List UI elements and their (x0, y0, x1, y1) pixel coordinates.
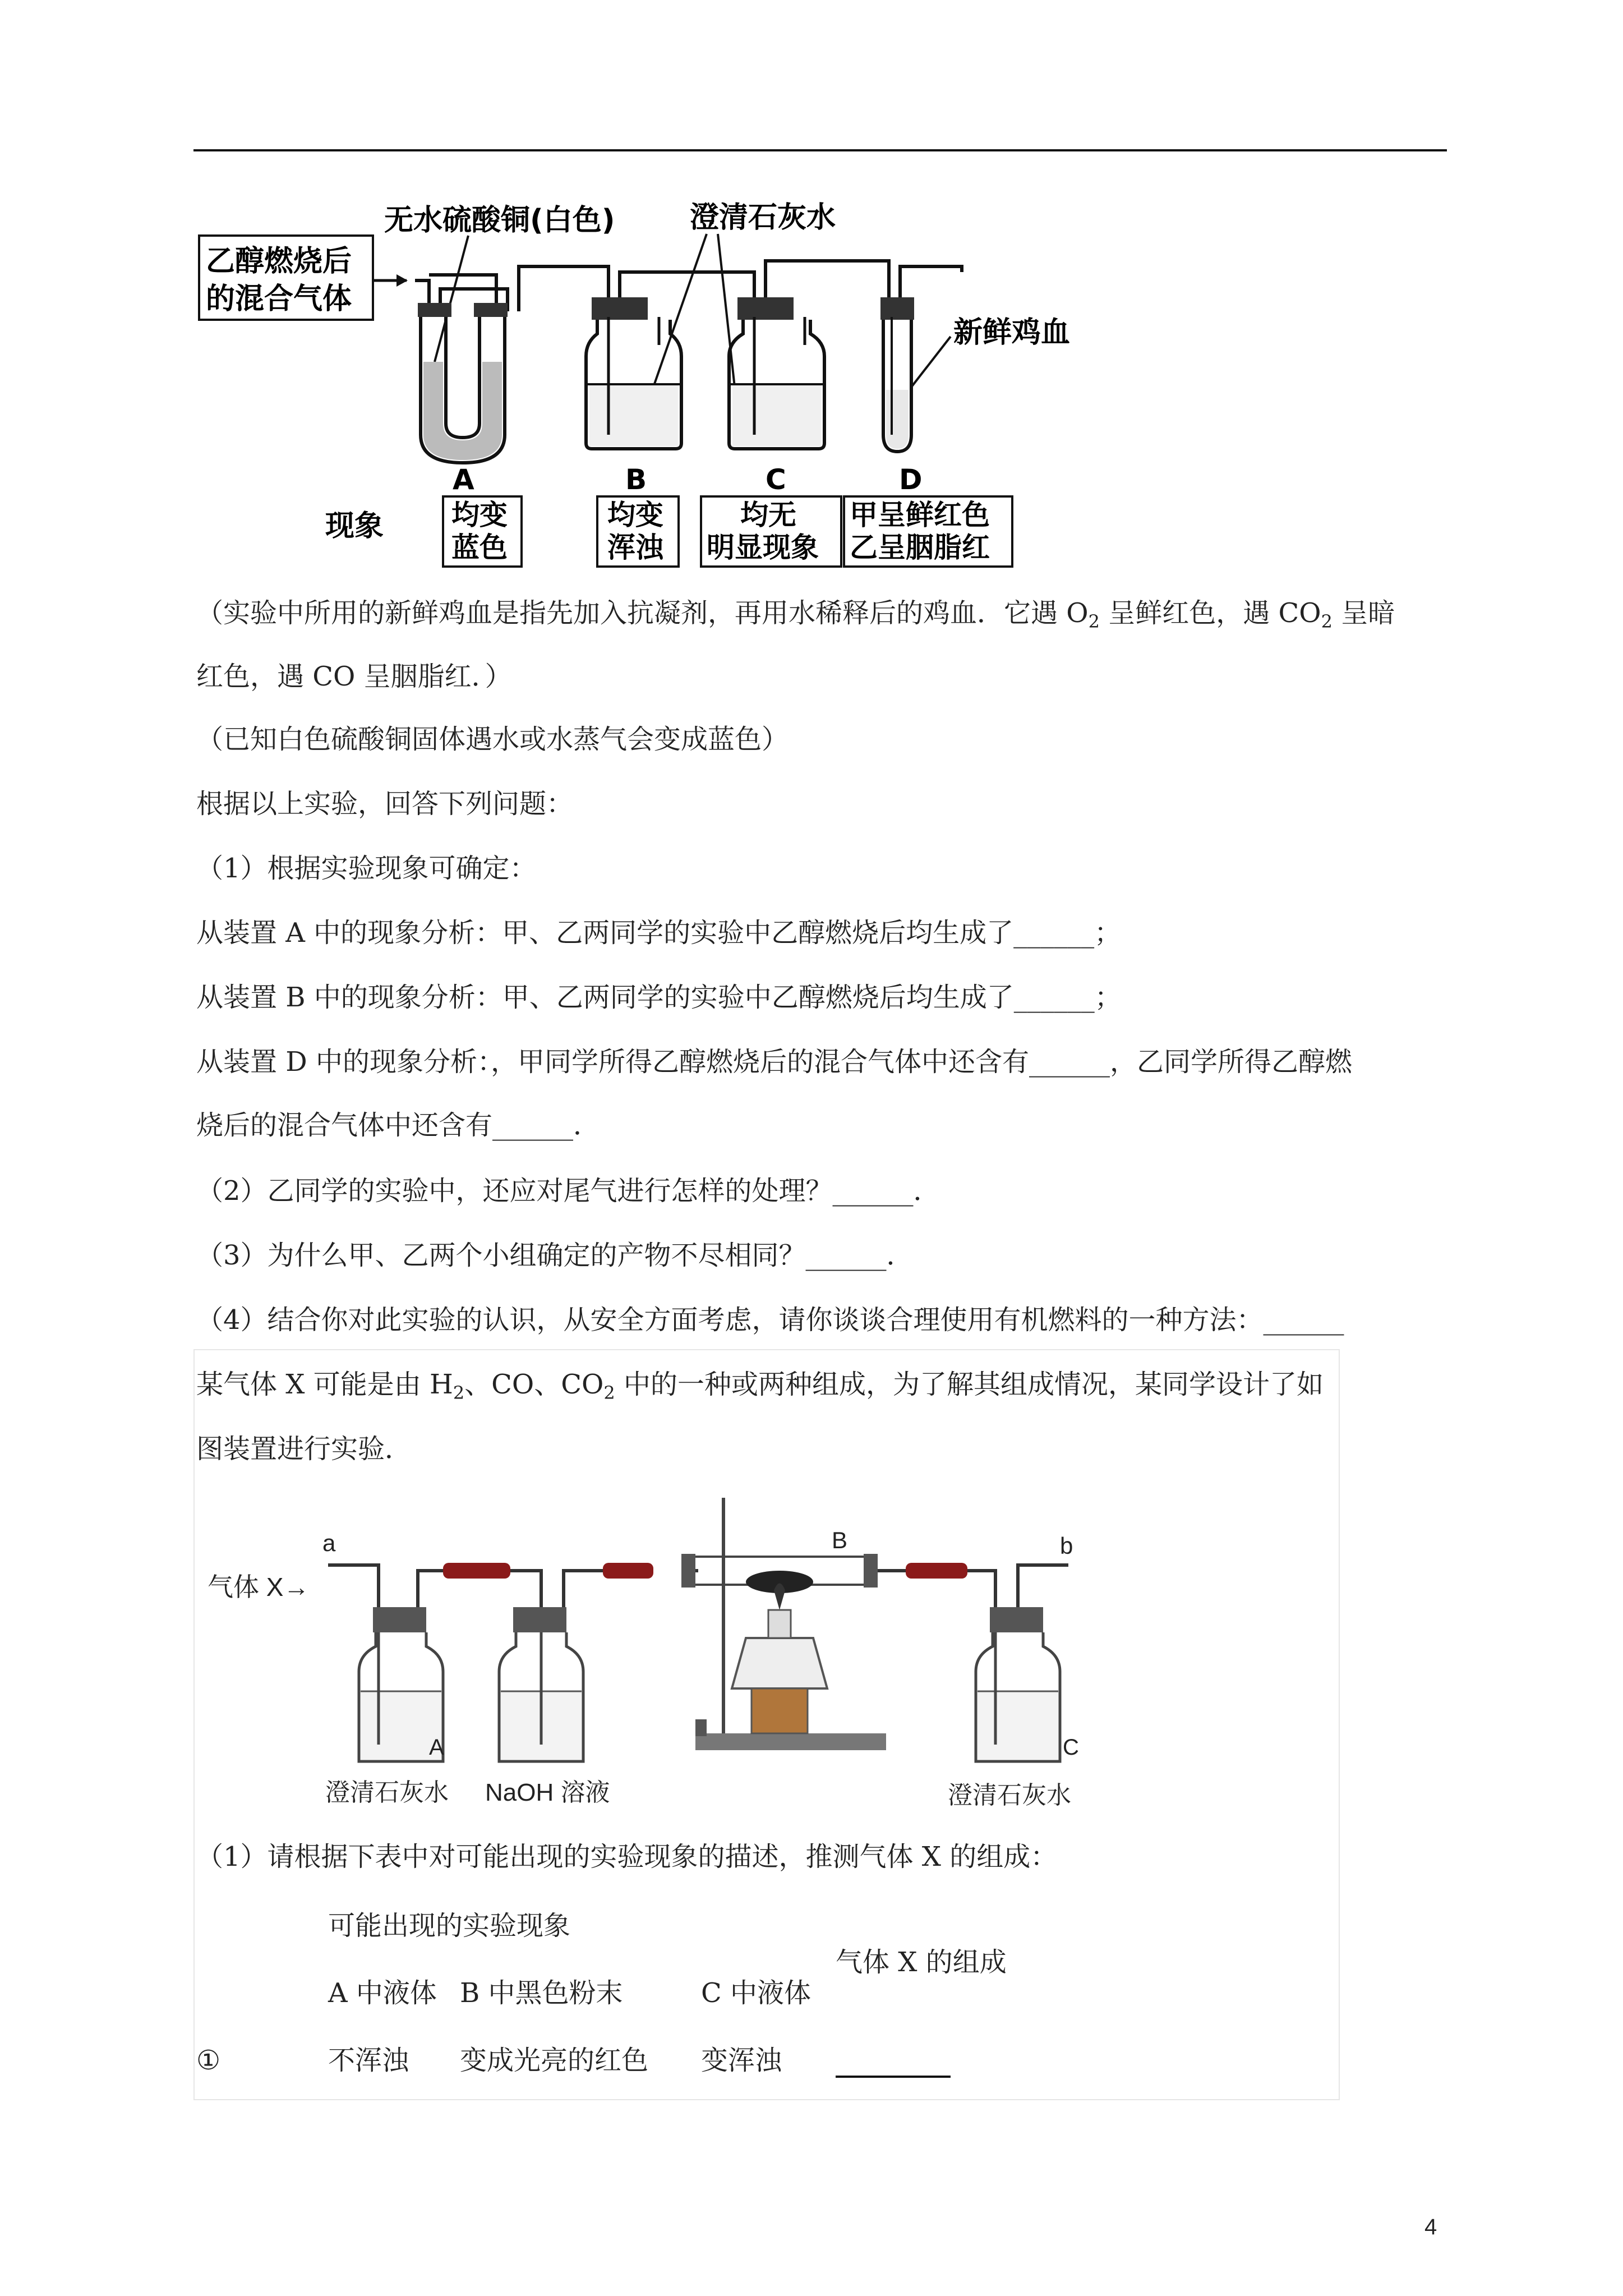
bottle-a-letter: A (429, 1735, 444, 1760)
device-label-d: D (899, 463, 923, 496)
label-cuso4: 无水硫酸铜(白色) (384, 204, 615, 237)
table-header-group: 可能出现的实验现象 (328, 1910, 571, 1941)
answer-blank[interactable] (836, 2076, 951, 2078)
question-3: （3）为什么甲、乙两个小组确定的产物不尽相同？______． (196, 1240, 914, 1271)
question-4: （4）结合你对此实验的认识，从安全方面考虑，请你谈谈合理使用有机燃料的一种方法：______ (196, 1304, 1344, 1336)
phenomenon-d-line2: 乙呈胭脂红 (850, 531, 990, 564)
tube-b-label: B (832, 1527, 848, 1553)
question-2: （2）乙同学的实验中，还应对尾气进行怎样的处理？______． (196, 1175, 940, 1207)
table-row-number: ① (196, 2045, 221, 2076)
bottle-c-letter: C (1063, 1735, 1079, 1760)
device-label-c: C (766, 463, 786, 496)
label-limewater: 澄清石灰水 (690, 201, 836, 234)
apparatus-diagram-2 (193, 1498, 1102, 1812)
question-1c: 从装置 D 中的现象分析：，甲同学所得乙醇燃烧后的混合气体中还含有______，乙同学所得乙醇燃 (196, 1046, 1353, 1078)
table-header-result: 气体 X 的组成 (836, 1947, 1007, 1978)
apparatus-diagram-1 (193, 199, 1136, 569)
device-label-a: A (453, 463, 474, 496)
note-line-3: （已知白色硫酸铜固体遇水或水蒸气会变成蓝色） (196, 724, 789, 755)
page-number: 4 (1424, 2215, 1437, 2239)
intro-line: 根据以上实验，回答下列问题： (196, 788, 574, 820)
phenomenon-b-line1: 均变 (607, 499, 663, 531)
gas-x-label: 气体 X→ (208, 1572, 310, 1602)
header-rule (193, 149, 1447, 151)
label-blood: 新鲜鸡血 (953, 316, 1071, 349)
phenomenon-c-line2: 明显现象 (707, 531, 819, 564)
phenomenon-c-line1: 均无 (740, 499, 796, 531)
inlet-label-line2: 的混合气体 (206, 282, 352, 316)
device-label-b: B (625, 463, 647, 496)
bottle-c-label: 澄清石灰水 (948, 1782, 1071, 1809)
phenomenon-label: 现象 (325, 509, 384, 543)
table-col-b: B 中黑色粉末 (460, 1977, 623, 2009)
note-line-2: 红色，遇 CO 呈胭脂红．） (196, 661, 512, 692)
table-row-a: 不浑浊 (328, 2045, 409, 2076)
inlet-a-label: a (322, 1530, 336, 1556)
bottle-b-label: NaOH 溶液 (485, 1779, 610, 1806)
problem-2-line-1: 某气体 X 可能是由 $H_2$、CO、$CO_2$ 中的一种或两种组成，为了解其组成情况，某同学设计了如 (196, 1369, 1324, 1404)
phenomenon-d-line1: 甲呈鲜红色 (850, 499, 990, 531)
bottle-a-label: 澄清石灰水 (325, 1779, 449, 1806)
table-row-b: 变成光亮的红色 (460, 2045, 649, 2076)
question-1: （1）根据实验现象可确定： (196, 853, 537, 884)
table-col-c: C 中液体 (701, 1977, 811, 2009)
phenomenon-a-line1: 均变 (451, 499, 508, 531)
phenomenon-b-line2: 浑浊 (607, 531, 663, 564)
table-col-a: A 中液体 (328, 1977, 437, 2009)
phenomenon-a-line2: 蓝色 (451, 531, 508, 564)
question-1c-cont: 烧后的混合气体中还含有______． (196, 1110, 601, 1141)
problem-2-line-2: 图装置进行实验． (196, 1433, 412, 1465)
table-intro: （1）请根据下表中对可能出现的实验现象的描述，推测气体 X 的组成： (196, 1841, 1058, 1872)
inlet-label-line1: 乙醇燃烧后 (206, 245, 352, 278)
question-1b: 从装置 B 中的现象分析：甲、乙两同学的实验中乙醇燃烧后均生成了______； (196, 982, 1122, 1013)
question-1a: 从装置 A 中的现象分析：甲、乙两同学的实验中乙醇燃烧后均生成了______； (196, 917, 1122, 949)
table-row-c: 变浑浊 (701, 2045, 782, 2076)
outlet-b-label: b (1060, 1533, 1073, 1559)
note-line-1: （实验中所用的新鲜鸡血是指先加入抗凝剂，再用水稀释后的鸡血．它遇 $O_2$ 呈鲜红色，遇 $CO_2$ 呈暗 (196, 597, 1395, 632)
